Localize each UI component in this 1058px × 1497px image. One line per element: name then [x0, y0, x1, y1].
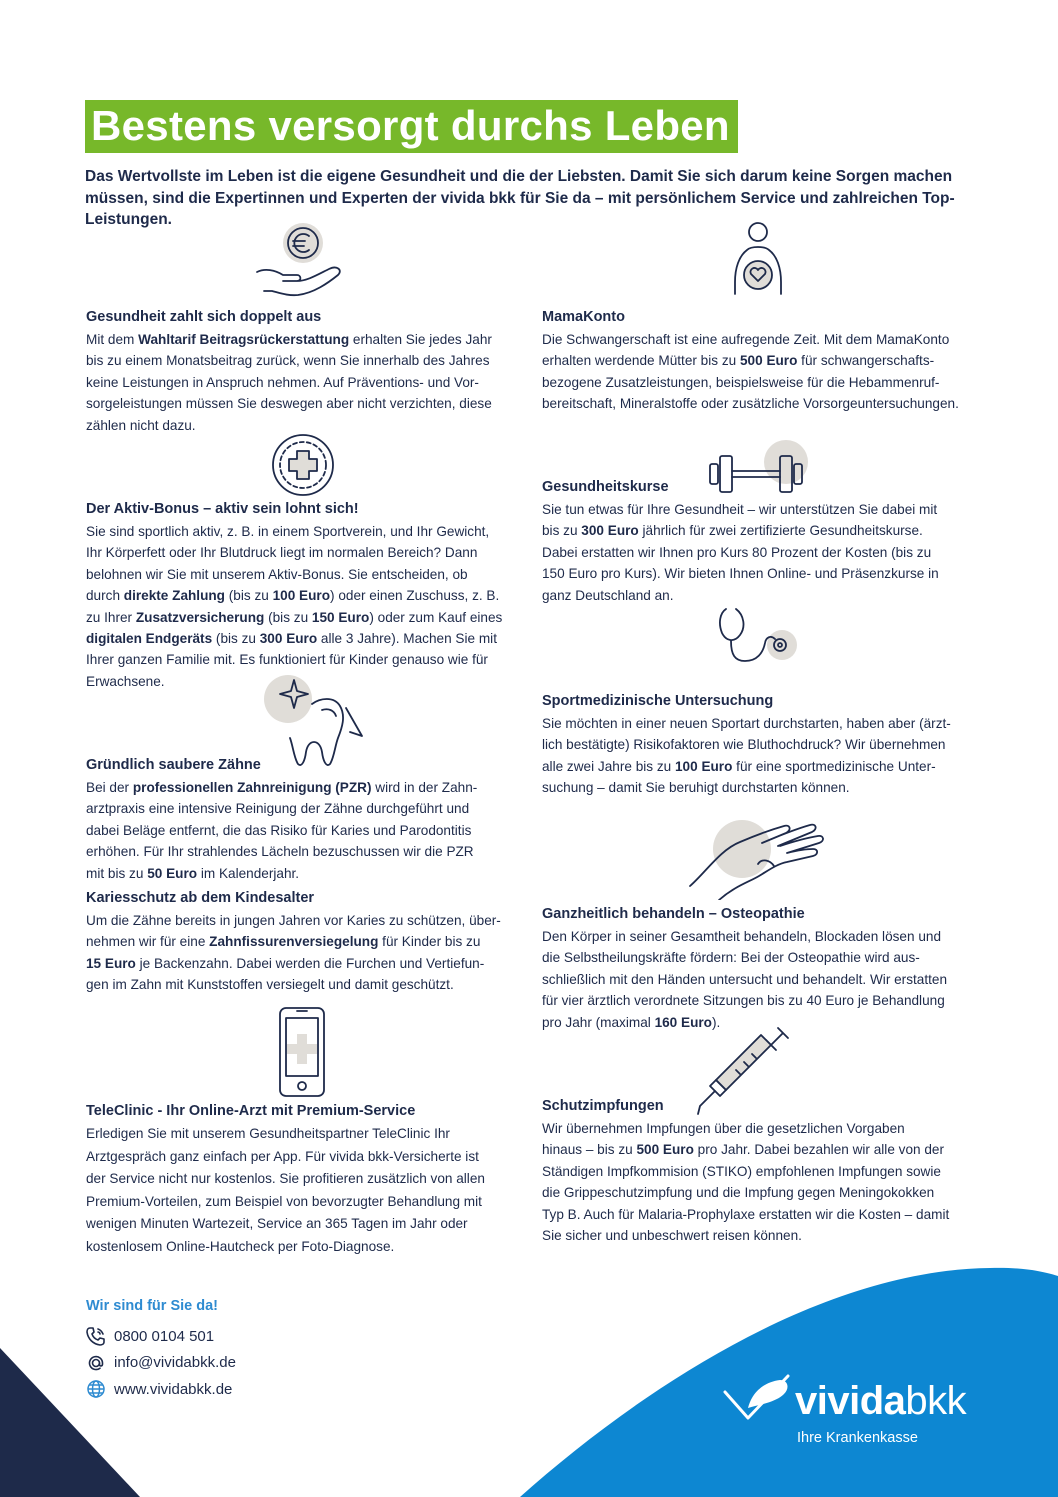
- section-heading: Sportmedizinische Untersuchung: [542, 693, 774, 709]
- section-zaehne: [86, 755, 526, 884]
- section-osteopathie: [542, 904, 982, 1033]
- section-gesundheitskurse: [542, 477, 982, 606]
- globe-icon: [86, 1379, 106, 1399]
- section-heading: Kariesschutz ab dem Kindesalter: [86, 890, 315, 906]
- section-body: Wir übernehmen Impfungen über die gesetzlichen Vorgaben hinaus – bis zu 500 Euro pro Jahr. Dabei bezahlen wir alle von der Ständigen Impfkommision (STIKO) empfohlenen Impfungen sowie die Grippeschutzimpfung und die Impfung gegen Meningokokken Typ B. Auch für Malaria-Prophylaxe erstatten wir die Kosten – damit Sie sicher und unbeschwert reisen können.: [542, 1121, 950, 1244]
- section-body: Sie möchten in einer neuen Sportart durchstarten, haben aber (ärzt- lich bestätigte) Risikofaktoren wie Bluthochdruck? Wir übernehmen alle zwei Jahre bis zu 100 Euro für eine sportmedizinische Unter- suchung – damit Sie beruhigt durchstarten können.: [542, 716, 951, 796]
- medical-cross-icon: [270, 432, 336, 498]
- section-kariesschutz: [86, 888, 526, 996]
- stethoscope-icon: [716, 607, 798, 663]
- section-heading: Ganzheitlich behandeln – Osteopathie: [542, 906, 805, 922]
- email-address: info@vividabkk.de: [114, 1354, 236, 1372]
- section-heading: Der Aktiv-Bonus – aktiv sein lohnt sich!: [86, 501, 359, 517]
- section-body: Um die Zähne bereits in jungen Jahren vor Karies zu schützen, über- nehmen wir für eine Zahnfissurenversiegelung für Kinder bis zu 15 Euro je Backenzahn. Dabei werden die Furchen und Vertiefun- gen im Zahn mit Kunststoffen versiegelt und damit geschützt.: [86, 913, 501, 993]
- section-body: Sie sind sportlich aktiv, z. B. in einem Sportverein, und Ihr Gewicht, Ihr Körperfett oder Ihr Blutdruck liegt im normalen Bereich? Dann belohnen wir Sie mit unserem Aktiv-Bonus. Sie entscheiden, ob durch direkte Zahlung (bis zu 100 Euro) oder einen Zuschuss, z. B. zu Ihrer Zusatzversicherung (bis zu 150 Euro) oder zum Kauf eines digitalen Endgeräts (bis zu 300 Euro alle 3 Jahre). Machen Sie mit Ihrer ganzen Familie mit. Es funktioniert für Kinder genauso wie für Erwachsene.: [86, 524, 503, 689]
- smartphone-icon: [278, 1006, 326, 1098]
- section-body: Den Körper in seiner Gesamtheit behandeln, Blockaden lösen und die Selbstheilungskräfte fördern: Bei der Osteopathie wird aus- schließlich mit den Händen untersucht und behandelt. Wir erstatten für vier ärztlich verordnete Sitzungen bis zu 40 Euro je Behandlung pro Jahr (maximal 160 Euro).: [542, 929, 948, 1030]
- phone-number: 0800 0104 501: [114, 1327, 215, 1345]
- pregnancy-icon: [727, 220, 789, 298]
- section-heading: Gesundheit zahlt sich doppelt aus: [86, 309, 322, 325]
- section-schutzimpfungen: [542, 1096, 982, 1246]
- section-body: Mit dem Wahltarif Beitragsrückerstattung erhalten Sie jedes Jahr bis zu einem Monatsbeitrag zurück, wenn Sie innerhalb des Jahres keine Leistungen in Anspruch nehmen. Auf Präventions- und Vor- sorgeleistungen müssen Sie deswegen aber nicht verzichten, diese zählen nicht dazu.: [86, 332, 492, 433]
- title-banner: [85, 100, 738, 153]
- contact-block: [86, 1298, 236, 1403]
- vivida-logo-mark: [722, 1370, 792, 1422]
- intro-text: Das Wertvollste im Leben ist die eigene Gesundheit und die der Liebsten. Damit Sie sich darum keine Sorgen machen müssen, sind die Expertinnen und Experten der vivida bkk für Sie da – mit persönlichem Service und zahlreichen Top-Leistungen.: [85, 168, 955, 228]
- section-body: Die Schwangerschaft ist eine aufregende Zeit. Mit dem MamaKonto erhalten werdende Mütter bis zu 500 Euro für schwangerschafts- bezogene Zusatzleistungen, beispielsweise für die Hebammenruf- bereitschaft, Mineralstoffe oder zusätzliche Vorsorgeuntersuchungen.: [542, 332, 959, 412]
- section-heading: Schutzimpfungen: [542, 1098, 664, 1114]
- euro-hand-icon: [255, 222, 350, 302]
- section-gesundheit: [86, 307, 526, 436]
- hand-icon: [688, 816, 830, 900]
- section-teleclinic: [86, 1101, 526, 1259]
- section-mamakonto: [542, 307, 982, 415]
- section-sportmedizin: [542, 691, 982, 799]
- contact-heading: Wir sind für Sie da!: [86, 1298, 218, 1314]
- section-heading: Gesundheitskurse: [542, 479, 669, 495]
- section-aktiv-bonus: [86, 499, 526, 692]
- vivida-logo-text: vividabkk: [795, 1379, 967, 1423]
- logo-tagline: Ihre Krankenkasse: [797, 1430, 918, 1446]
- contact-email[interactable]: [86, 1350, 236, 1377]
- section-body: Bei der professionellen Zahnreinigung (PZR) wird in der Zahn- arztpraxis eine intensive Reinigung der Zähne durchgeführt und dabei Beläge entfernt, die das Risiko für Karies und Parodontitis erhöhen. Für Ihr strahlendes Lächeln bezuschussen wir die PZR mit bis zu 50 Euro im Kalenderjahr.: [86, 780, 478, 881]
- section-body: Erledigen Sie mit unserem Gesundheitspartner TeleClinic Ihr Arztgespräch ganz einfach per App. Für vivida bkk-Versicherte ist der Service nicht nur kostenlos. Sie profitieren zusätzlich von allen Premium-Vorteilen, zum Beispiel von bevorzugter Behandlung mit wenigen Minuten Wartezeit, Service an 365 Tagen im Jahr oder kostenlosem Online-Hautcheck per Foto-Diagnose.: [86, 1126, 485, 1254]
- section-body: Sie tun etwas für Ihre Gesundheit – wir unterstützen Sie dabei mit bis zu 300 Euro jährlich für zwei zertifizierte Gesundheitskurse. Dabei erstatten wir Ihnen pro Kurs 80 Prozent der Kosten (bis zu 150 Euro pro Kurs). Wir bieten Ihnen Online- und Präsenzkurse in ganz Deutschland an.: [542, 502, 939, 603]
- web-address: www.vividabkk.de: [114, 1380, 233, 1398]
- section-heading: TeleClinic - Ihr Online-Arzt mit Premium-Service: [86, 1103, 416, 1119]
- contact-web[interactable]: [86, 1376, 236, 1403]
- at-sign-icon: [86, 1353, 106, 1373]
- contact-phone[interactable]: [86, 1323, 236, 1350]
- page-title: Bestens versorgt durchs Leben: [91, 102, 730, 149]
- phone-icon: [86, 1326, 106, 1346]
- section-heading: MamaKonto: [542, 309, 625, 325]
- section-heading: Gründlich saubere Zähne: [86, 757, 261, 773]
